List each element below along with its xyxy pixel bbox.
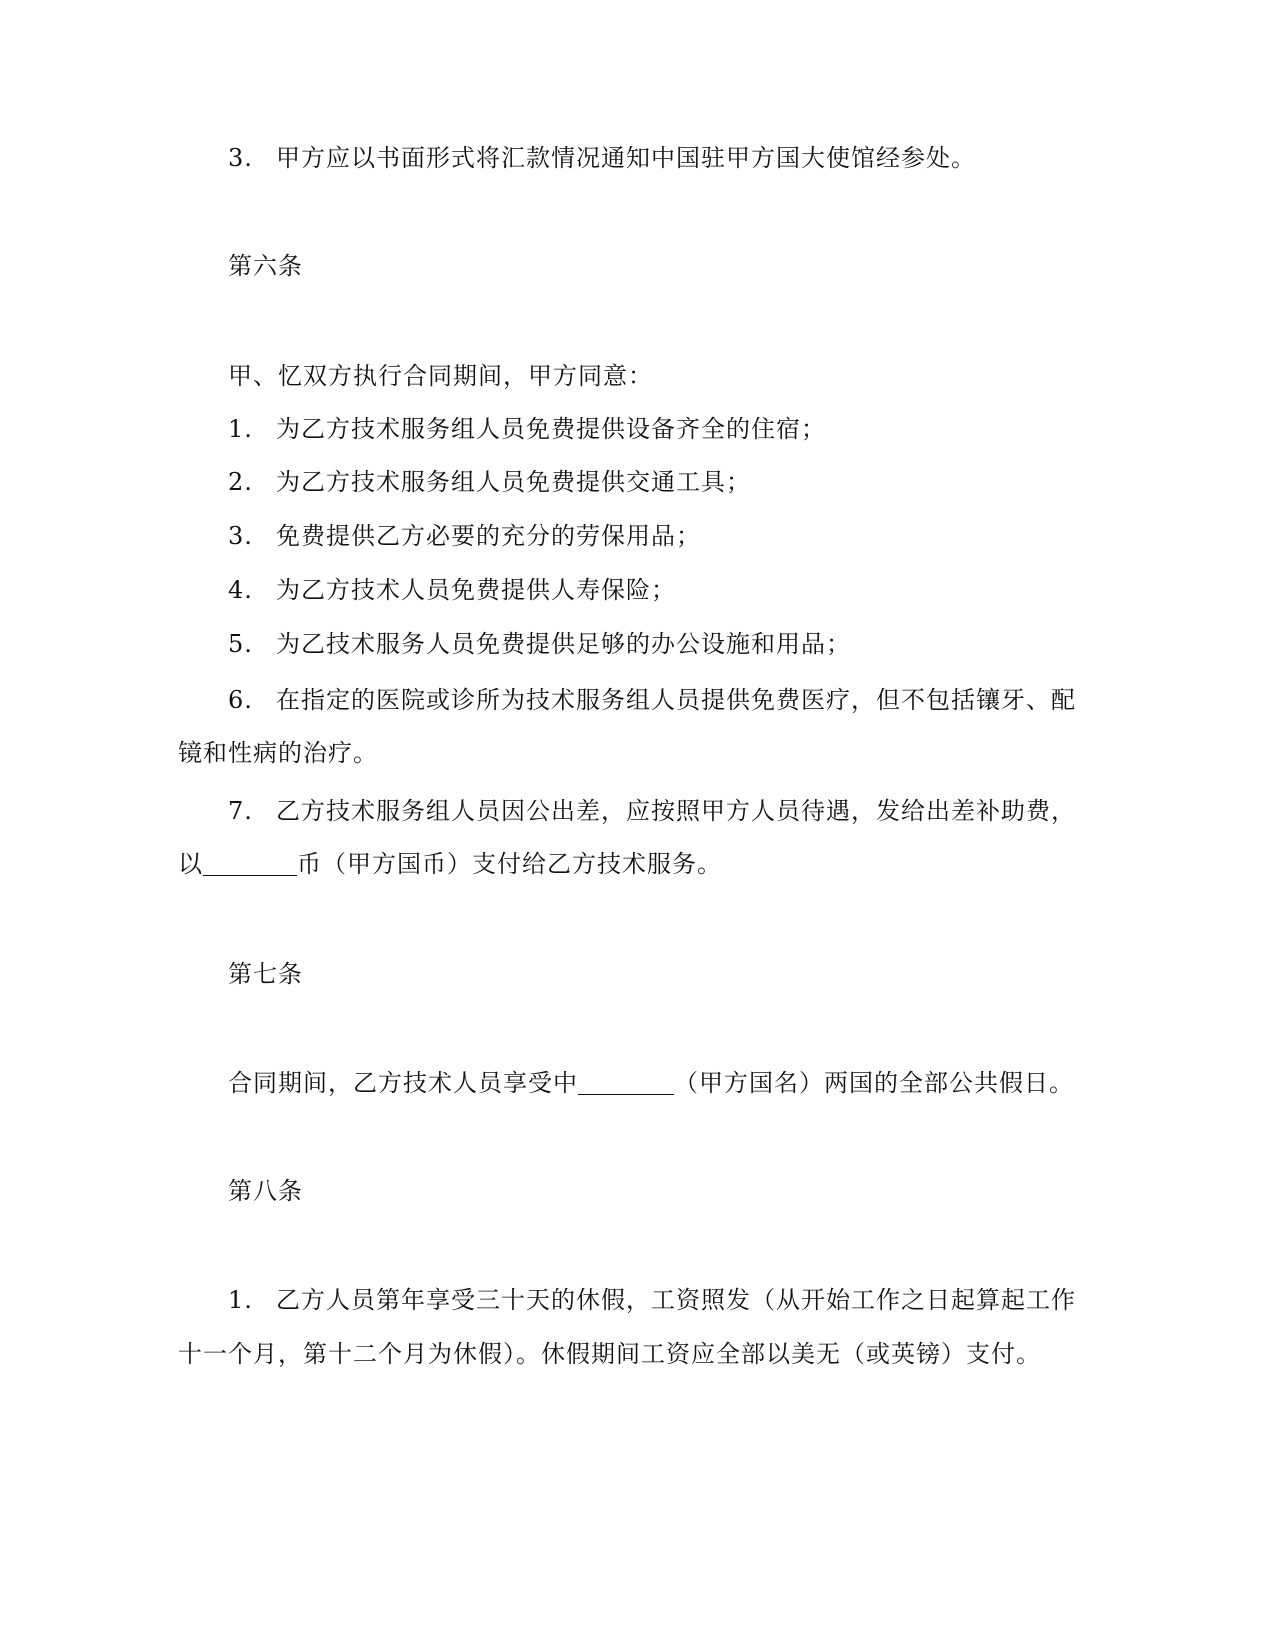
item-number: 5. bbox=[228, 630, 253, 658]
list-item-6-continuation: 镜和性病的治疗。 bbox=[178, 739, 378, 767]
item-text: 乙方人员第年享受三十天的休假，工资照发（从开始工作之日起算起工作 bbox=[276, 1286, 1076, 1314]
item-text: 甲方应以书面形式将汇款情况通知中国驻甲方国大使馆经参处。 bbox=[276, 144, 976, 172]
item-number: 7. bbox=[228, 797, 253, 825]
list-item-4 bbox=[228, 574, 676, 606]
item-text: 为乙技术服务人员免费提供足够的办公设施和用品； bbox=[276, 630, 851, 658]
article-8-item-1-continuation: 十一个月，第十二个月为休假）。休假期间工资应全部以美无（或英镑）支付。 bbox=[178, 1340, 1041, 1368]
article-8-item-1 bbox=[228, 1284, 1076, 1316]
item-text: 为乙方技术服务组人员免费提供交通工具； bbox=[276, 468, 751, 496]
currency-blank-line bbox=[203, 851, 297, 876]
list-item-1 bbox=[228, 413, 826, 445]
list-item-3 bbox=[228, 520, 701, 552]
text-fragment: 合同期间，乙方技术人员享受中 bbox=[228, 1069, 578, 1097]
article-7-heading: 第七条 bbox=[228, 960, 303, 988]
item-number: 6. bbox=[228, 686, 253, 714]
paragraph-item-3 bbox=[228, 142, 976, 174]
list-item-6 bbox=[228, 684, 1076, 716]
item-number: 4. bbox=[228, 576, 253, 604]
article-6-intro: 甲、忆双方执行合同期间，甲方同意： bbox=[228, 362, 653, 390]
item-text: 在指定的医院或诊所为技术服务组人员提供免费医疗，但不包括镶牙、配 bbox=[276, 686, 1076, 714]
item-text: 为乙方技术服务组人员免费提供设备齐全的住宿； bbox=[276, 415, 826, 443]
item-number: 3. bbox=[228, 144, 253, 172]
item-text: 免费提供乙方必要的充分的劳保用品； bbox=[276, 522, 701, 550]
list-item-2 bbox=[228, 466, 751, 498]
item-text: 为乙方技术人员免费提供人寿保险； bbox=[276, 576, 676, 604]
text-fragment: 以 bbox=[178, 850, 203, 878]
item-number: 2. bbox=[228, 468, 253, 496]
item-text: 乙方技术服务组人员因公出差，应按照甲方人员待遇，发给出差补助费， bbox=[276, 797, 1076, 825]
text-fragment: （甲方国名）两国的全部公共假日。 bbox=[674, 1069, 1074, 1097]
article-6-heading: 第六条 bbox=[228, 252, 303, 280]
country-name-blank-line bbox=[578, 1070, 674, 1095]
item-number: 1. bbox=[228, 1286, 253, 1314]
list-item-7-continuation bbox=[178, 848, 722, 880]
list-item-7 bbox=[228, 795, 1076, 827]
text-fragment: 币（甲方国币）支付给乙方技术服务。 bbox=[297, 850, 722, 878]
article-7-text bbox=[228, 1067, 1074, 1099]
list-item-5 bbox=[228, 628, 851, 660]
item-number: 3. bbox=[228, 522, 253, 550]
article-8-heading: 第八条 bbox=[228, 1177, 303, 1205]
item-number: 1. bbox=[228, 415, 253, 443]
